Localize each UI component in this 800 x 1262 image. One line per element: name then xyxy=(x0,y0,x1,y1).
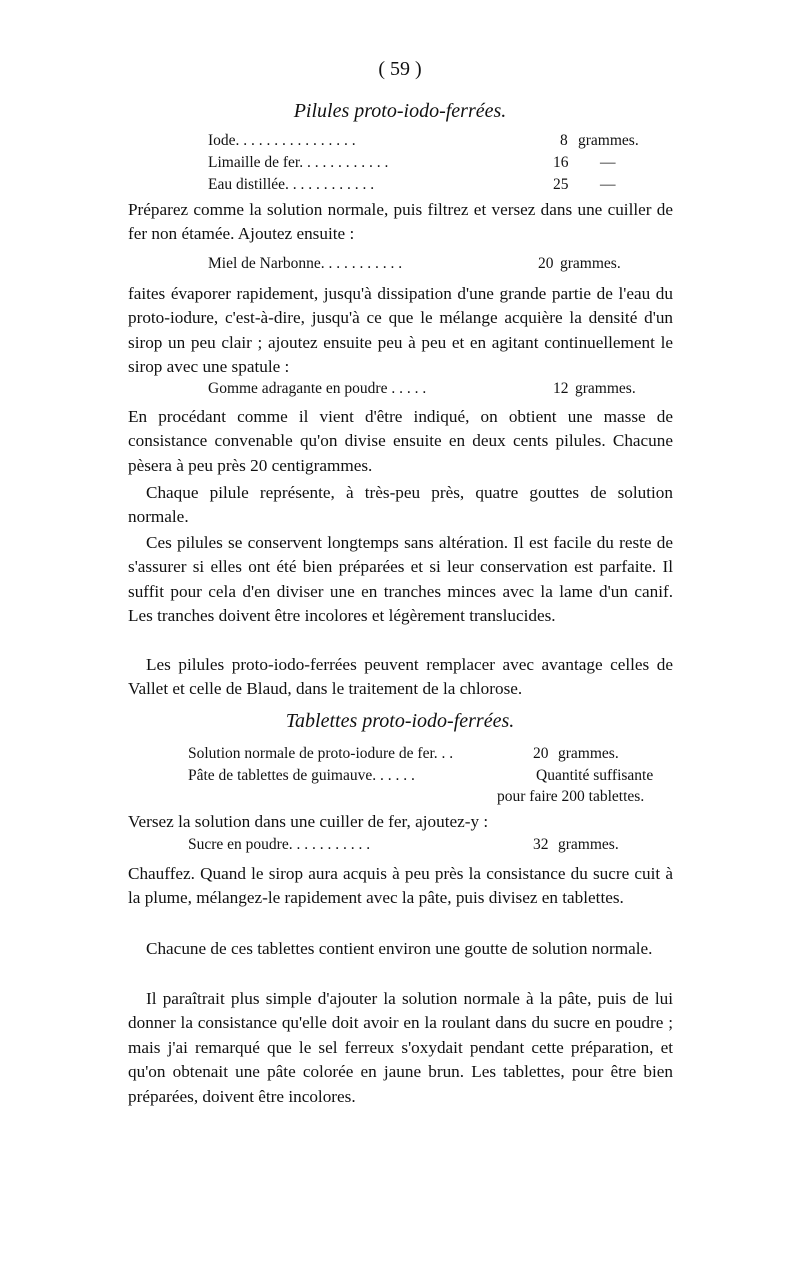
paragraph: Chacune de ces tablettes contient environ une goutte de solution normale. xyxy=(146,939,653,958)
ingredient-name: Solution normale de proto-iodure de fer. . . xyxy=(188,745,454,762)
ingredient-name: Pâte de tablettes de guimauve. . . . . . xyxy=(188,767,415,784)
ingredient-qty: Quantité suffisante xyxy=(536,767,654,784)
ingredient-note: pour faire 200 tablettes. xyxy=(497,788,645,805)
ingredient-qty: 8 xyxy=(560,132,568,149)
section-title-tablettes: Tablettes proto-iodo-ferrées. xyxy=(285,710,515,732)
paragraph: Préparez comme la solution normale, puis filtrez et versez dans une cuiller de fer non étamée. Ajoutez ensuite : xyxy=(128,200,673,244)
paragraph: Chaque pilule représente, à très-peu près, quatre gouttes de solution normale. xyxy=(128,483,673,527)
ingredient-unit: grammes. xyxy=(560,255,621,272)
ingredient-name: Miel de Narbonne. . . . . . . . . . . xyxy=(208,255,403,272)
section-title-pilules: Pilules proto-iodo-ferrées. xyxy=(293,100,507,122)
ingredient-qty: 16 xyxy=(553,154,569,171)
ingredient-row xyxy=(208,154,658,174)
ingredient-row xyxy=(188,745,688,765)
ingredient-qty: 25 xyxy=(553,176,569,193)
paragraph: Les pilules proto-iodo-ferrées peuvent remplacer avec avantage celles de Vallet et celle de Blaud, dans le traitement de la chlorose. xyxy=(128,655,673,699)
ingredient-qty: 20 xyxy=(538,255,554,272)
paragraph: Ces pilules se conservent longtemps sans altération. Il est facile du reste de s'assurer si elles ont été bien préparées et si leur conservation est parfaite. Il suffit pour cela d'en diviser une en tranches minces avec la lame d'un canif. Les tranches doivent être incolores et légèrement translucides. xyxy=(128,533,673,626)
ingredient-unit: — xyxy=(600,176,616,193)
ingredient-name: Sucre en poudre. . . . . . . . . . . xyxy=(188,836,371,853)
ingredient-name: Iode. . . . . . . . . . . . . . . . xyxy=(208,132,356,149)
paragraph: Versez la solution dans une cuiller de fer, ajoutez-y : xyxy=(128,812,489,831)
ingredient-qty: 20 xyxy=(533,745,549,762)
ingredient-unit: grammes. xyxy=(575,380,636,397)
ingredient-name: Limaille de fer. . . . . . . . . . . . xyxy=(208,154,389,171)
ingredient-row xyxy=(208,380,658,400)
paragraph: Chauffez. Quand le sirop aura acquis à peu près la consistance du sucre cuit à la plume, mélangez-le rapidement avec la pâte, puis divisez en tablettes. xyxy=(128,864,673,908)
ingredient-row xyxy=(208,132,658,152)
ingredient-unit: grammes. xyxy=(558,745,619,762)
paragraph: En procédant comme il vient d'être indiqué, on obtient une masse de consistance convenable qu'on divise ensuite en deux cents pilules. Chacune pèsera à peu près 20 centigrammes. xyxy=(128,407,673,475)
page-number: ( 59 ) xyxy=(378,58,422,80)
ingredient-qty: 12 xyxy=(553,380,569,397)
paragraph: faites évaporer rapidement, jusqu'à dissipation d'une grande partie de l'eau du proto-iodure, c'est-à-dire, jusqu'à ce que le mélange acquière la densité d'un sirop un peu clair ; ajoutez ensuite peu à peu et en agitant continuellement le sirop avec une spatule : xyxy=(128,284,673,377)
ingredient-name: Gomme adragante en poudre . . . . . xyxy=(208,380,427,397)
ingredient-row xyxy=(188,836,688,856)
ingredient-row xyxy=(188,767,688,787)
ingredient-unit: — xyxy=(600,154,616,171)
ingredient-row xyxy=(208,176,658,196)
ingredient-row xyxy=(208,255,658,275)
paragraph: Il paraîtrait plus simple d'ajouter la solution normale à la pâte, puis de lui donner la consistance qu'elle doit avoir en la roulant dans du sucre en poudre ; mais j'ai remarqué que le sel ferreux s'oxydait pendant cette préparation, et qu'on obtenait une pâte colorée en jaune brun. Les tablettes, pour être bien préparées, doivent être incolores. xyxy=(128,989,673,1106)
ingredient-qty: 32 xyxy=(533,836,549,853)
ingredient-name: Eau distillée. . . . . . . . . . . . xyxy=(208,176,375,193)
ingredient-unit: grammes. xyxy=(578,132,639,149)
ingredient-unit: grammes. xyxy=(558,836,619,853)
